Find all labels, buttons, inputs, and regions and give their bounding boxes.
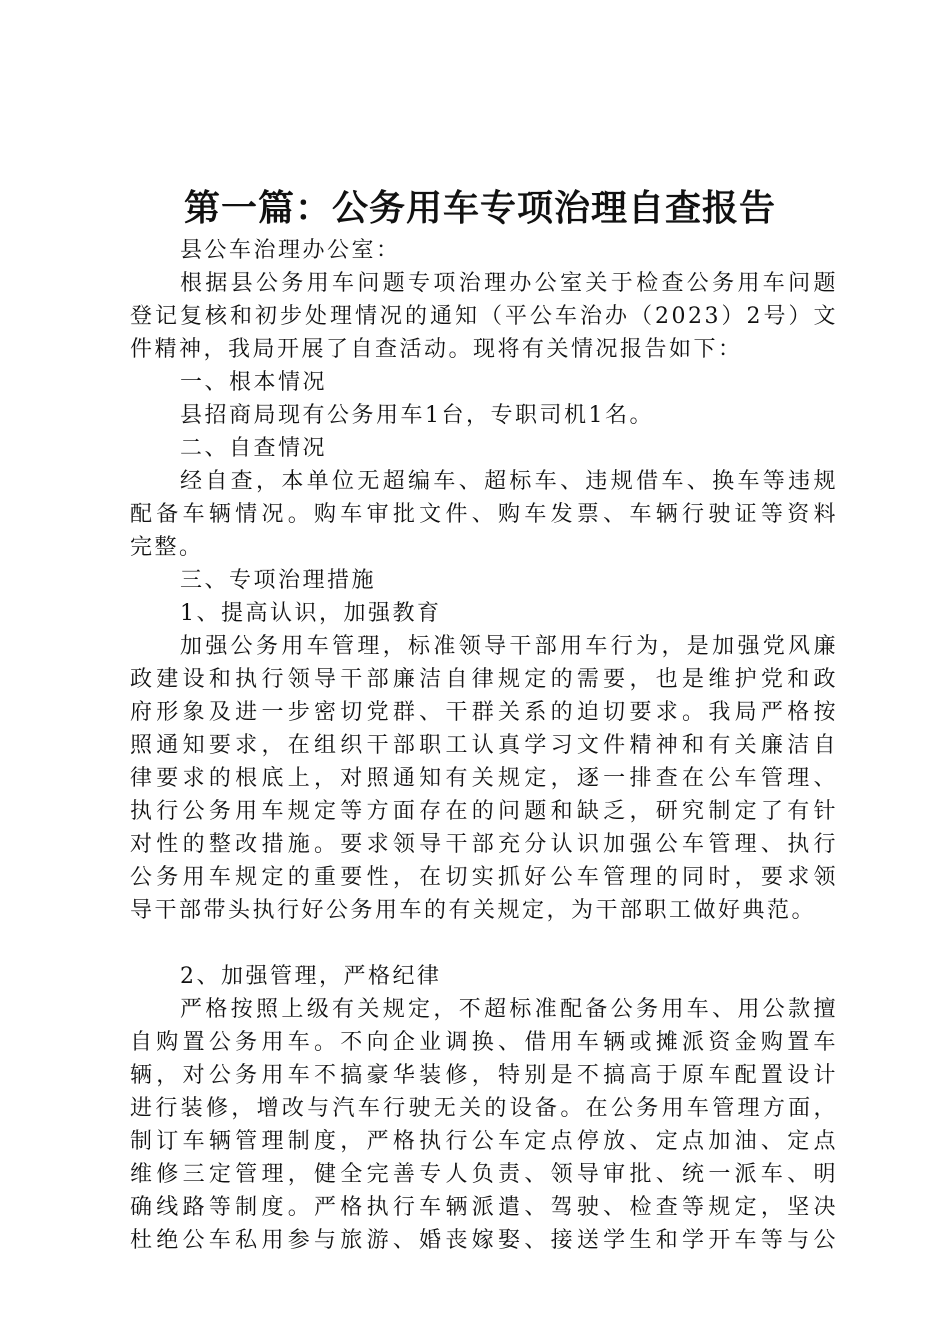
document-body [130,234,838,1257]
paragraph-line: 加强公务用车管理，标准领导干部用车行为，是加强党风廉 [180,634,838,659]
paragraph-line: 件精神，我局开展了自查活动。现将有关情况报告如下： [130,337,743,362]
paragraph-line: 维修三定管理，健全完善专人负责、领导审批、统一派车、明 [130,1162,838,1187]
paragraph-line: 配备车辆情况。购车审批文件、购车发票、车辆行驶证等资料 [130,502,838,527]
paragraph-line: 政建设和执行领导干部廉洁自律规定的需要，也是维护党和政 [130,667,838,692]
paragraph-line: 公务用车规定的重要性，在切实抓好公车管理的同时，要求领 [130,865,838,890]
paragraph-line: 律要求的根底上，对照通知有关规定，逐一排查在公车管理、 [130,766,838,791]
subsection-heading: 1、提高认识，加强教育 [180,601,442,626]
paragraph-line: 执行公务用车规定等方面存在的问题和缺乏，研究制定了有针 [130,799,838,824]
paragraph-line: 县招商局现有公务用车1台，专职司机1名。 [180,403,654,428]
paragraph-line: 制订车辆管理制度，严格执行公车定点停放、定点加油、定点 [130,1129,838,1154]
section-heading: 一、根本情况 [180,370,328,395]
paragraph-line: 府形象及进一步密切党群、干群关系的迫切要求。我局严格按 [130,700,838,725]
paragraph-line: 严格按照上级有关规定，不超标准配备公务用车、用公款擅 [180,997,838,1022]
addressee-line: 县公车治理办公室： [180,238,401,263]
paragraph-line: 辆，对公务用车不搞豪华装修，特别是不搞高于原车配置设计 [130,1063,838,1088]
paragraph-line: 根据县公务用车问题专项治理办公室关于检查公务用车问题 [180,271,838,296]
paragraph-line: 登记复核和初步处理情况的通知（平公车治办（2023）2号）文 [130,304,838,329]
section-heading: 二、自查情况 [180,436,328,461]
section-heading: 三、专项治理措施 [180,568,377,593]
paragraph-line: 确线路等制度。严格执行车辆派遣、驾驶、检查等规定，坚决 [130,1195,838,1220]
paragraph-line: 对性的整改措施。要求领导干部充分认识加强公车管理、执行 [130,832,838,857]
paragraph-spacer [130,927,838,960]
paragraph-line: 完整。 [130,535,204,560]
paragraph-line: 杜绝公车私用参与旅游、婚丧嫁娶、接送学生和学开车等与公 [130,1228,838,1253]
paragraph-line: 经自查，本单位无超编车、超标车、违规借车、换车等违规 [180,469,838,494]
paragraph-line: 导干部带头执行好公务用车的有关规定，为干部职工做好典范。 [130,898,817,923]
document-title: 第一篇：公务用车专项治理自查报告 [183,187,776,229]
paragraph-line: 照通知要求，在组织干部职工认真学习文件精神和有关廉洁自 [130,733,838,758]
paragraph-line: 自购置公务用车。不向企业调换、借用车辆或摊派资金购置车 [130,1030,838,1055]
subsection-heading: 2、加强管理，严格纪律 [180,964,442,989]
paragraph-line: 进行装修，增改与汽车行驶无关的设备。在公务用车管理方面， [130,1096,838,1121]
